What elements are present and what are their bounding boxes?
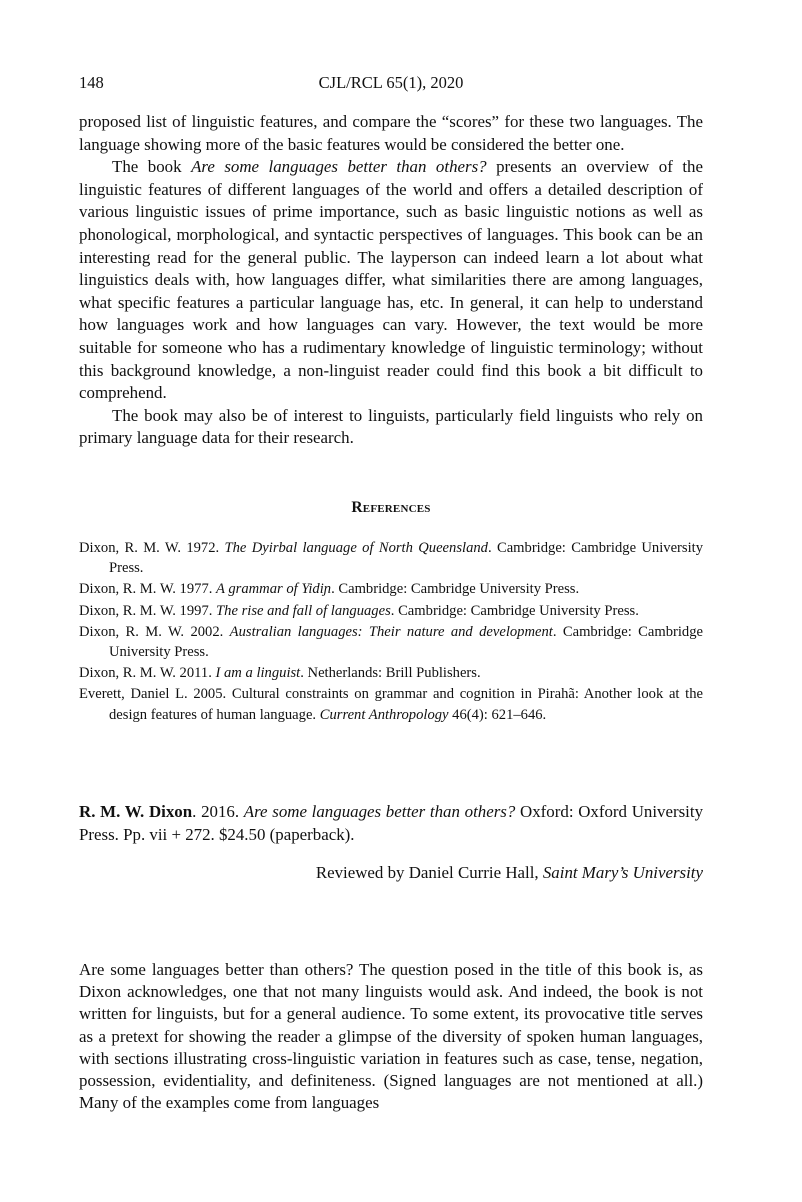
reference-title: The Dyirbal language of North Queensland [224,540,488,556]
reference-title: Australian languages: Their nature and development [229,623,553,640]
reviewer-name: Reviewed by Daniel Currie Hall, [315,863,543,882]
paragraph [79,156,703,405]
review-citation [79,800,703,846]
reference-publisher: . Cambridge: Cambridge University Press. [331,581,580,598]
text-run: presents an overview of the linguistic features of different languages of the world and offers a detailed description of various linguistic issues of prime importance, such as basic linguistic notions as well as phonological, morphological, and syntactic perspectives of languages. This book can be an interesting read for the general public. The layperson can indeed learn a lot about what linguistics deals with, how languages differ, what similarities there are among languages, what specific features a particular language has, etc. In general, it can help to understand how languages work and how languages can vary. However, the text would be more suitable for someone who has a rudimentary knowledge of linguistic terminology; without this background knowledge, a non-linguist reader could find this book a bit difficult to comprehend. [79,157,703,403]
reference-publisher: . Cambridge: Cambridge University Press. [109,540,703,577]
references-heading: References [351,499,431,516]
reference-publisher: 46(4): 621–646. [448,706,547,723]
journal-title: CJL/RCL 65(1), 2020 [318,73,464,92]
paragraph: proposed list of linguistic features, and compare the “scores” for these two languages. The language showing more of the basic features would be considered the better one. [79,112,703,154]
reference-author-year: Dixon, R. M. W. 2002. [79,623,230,640]
running-head [79,72,703,94]
book-title: Are some languages better than others? [191,157,487,177]
reference-title: Current Anthropology [319,706,449,723]
reference-entry [79,601,703,621]
reference-author-year: Dixon, R. M. W. 1977. [79,581,217,598]
reference-entry [79,622,703,662]
reference-title: A grammar of Yidiɲ [216,581,332,598]
review-publisher: Oxford: Oxford University Press. Pp. vii + 272. $24.50 (paperback). [79,802,704,844]
text-run: The book [112,157,192,177]
paragraph: Are some languages better than others? The question posed in the title of this book is, as Dixon acknowledges, one that not many linguists would ask. And indeed, the book is not written for linguists, but for a general audience. To some extent, its provocative title serves as a pretext for showing the reader a glimpse of the diversity of spoken human languages, with sections illustrating cross-linguistic variation in features such as case, tense, negation, possession, evidentiality, and definiteness. (Signed languages are not mentioned at all.) Many of the examples come from languages [79,960,703,1113]
references-list [79,538,703,726]
reference-entry [79,538,703,578]
reference-author-year: Dixon, R. M. W. 2011. [79,665,216,682]
review-author: R. M. W. Dixon [79,802,193,821]
review-continuation-text [79,111,703,450]
reviewer-affiliation: Saint Mary’s University [542,863,703,882]
review-year: . 2016. [192,802,244,821]
reference-publisher: . Netherlands: Brill Publishers. [300,665,481,682]
reference-publisher: . Cambridge: Cambridge University Press. [109,623,703,661]
reviewer-line [79,861,703,884]
citation-line [79,800,703,846]
review-body [79,959,703,1114]
reference-entry [79,579,703,599]
paragraph: The book may also be of interest to linguists, particularly field linguists who rely on primary language data for their research. [79,405,703,448]
reference-author-year: Everett, Daniel L. 2005. Cultural constraints on grammar and cognition in Pirahã: Another look at the design features of human language. [79,686,703,723]
reference-title: I am a linguist [215,665,301,682]
reference-author-year: Dixon, R. M. W. 1997. [79,602,217,619]
reference-publisher: . Cambridge: Cambridge University Press. [390,602,639,619]
reference-title: The rise and fall of languages [216,602,391,619]
reference-entry [79,663,703,683]
reference-entry [79,684,703,724]
reference-author-year: Dixon, R. M. W. 1972. [79,540,225,556]
review-book-title: Are some languages better than others? [243,802,516,821]
page-number: 148 [79,73,104,92]
